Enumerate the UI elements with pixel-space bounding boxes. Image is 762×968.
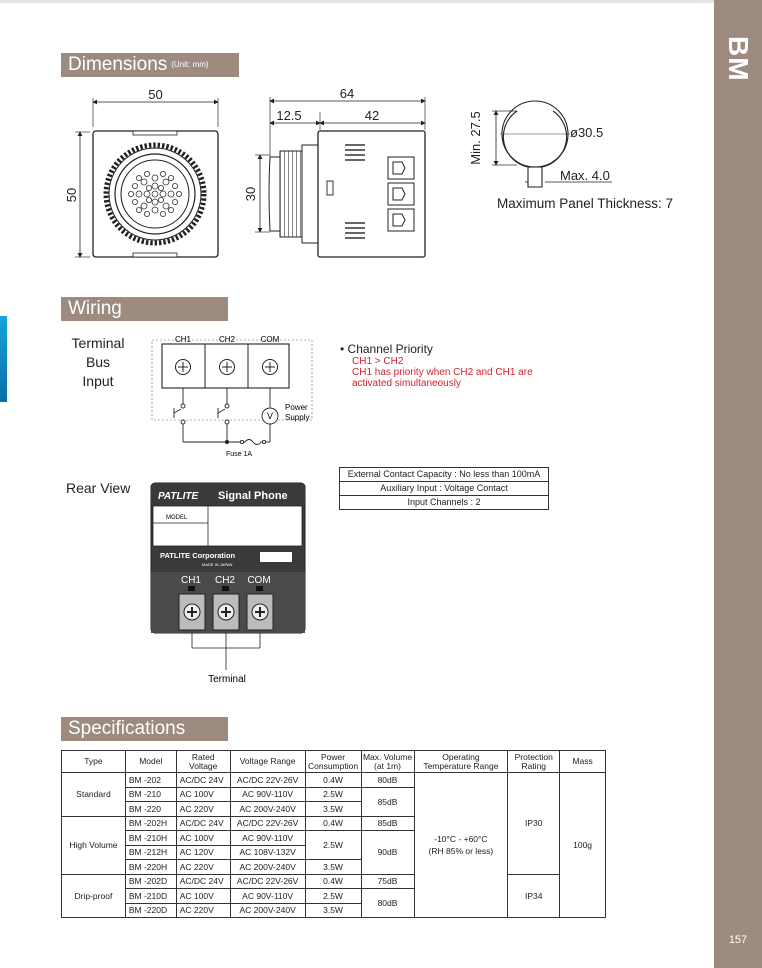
table-cell: 0.4W	[305, 816, 361, 831]
table-cell: BM -210D	[125, 889, 176, 904]
rear-brand: PATLITE	[158, 491, 199, 502]
protection-ip34: IP34	[508, 874, 560, 918]
table-cell: AC 220V	[176, 903, 230, 918]
table-cell: BM -220	[125, 802, 176, 817]
table-cell: BM -212H	[125, 845, 176, 860]
specifications-heading: Specifications	[61, 717, 228, 741]
rear-ch1-label: CH1	[180, 575, 202, 586]
rear-view-drawing	[148, 480, 308, 690]
channel-priority-note: • Channel Priority CH1 > CH2 CH1 has priority when CH2 and CH1 are activated simultaneously	[340, 342, 533, 389]
terminal-bus-input-label: Terminal Bus Input	[71, 335, 125, 389]
table-cell: AC/DC 24V	[176, 773, 230, 788]
panel-thickness-note: Maximum Panel Thickness: 7	[497, 196, 674, 211]
side-view	[243, 86, 425, 257]
table-cell: 0.4W	[305, 773, 361, 788]
panel-cutout	[468, 101, 673, 211]
top-rule	[0, 0, 714, 3]
table-cell: AC 120V	[176, 845, 230, 860]
power-supply-label-2: Supply	[285, 413, 310, 422]
mass-value: 100g	[560, 773, 606, 918]
power-supply-label-1: Power	[285, 403, 308, 412]
dimension-drawings	[0, 85, 710, 280]
specifications-table	[61, 750, 606, 918]
table-cell: 85dB	[361, 816, 414, 831]
table-cell: AC 100V	[176, 787, 230, 802]
panel-diameter-value: ø30.5	[570, 125, 604, 140]
rear-product: Signal Phone	[218, 490, 288, 502]
rear-view-label: Rear View	[66, 480, 131, 496]
table-cell: 80dB	[361, 889, 414, 918]
table-row	[62, 773, 606, 788]
priority-note-line1: CH1 has priority when CH2 and CH1 are	[352, 367, 533, 378]
table-cell: AC 200V-240V	[230, 903, 305, 918]
table-cell: BM -202	[125, 773, 176, 788]
front-view	[64, 87, 218, 257]
side-height-value: 30	[243, 186, 258, 202]
priority-note-line2: activated simultaneously	[352, 378, 461, 389]
table-cell: 2.5W	[305, 889, 361, 904]
table-cell: Protection Rating	[508, 751, 560, 773]
voltmeter-symbol: V	[266, 411, 274, 421]
table-cell: AC/DC 22V-26V	[230, 773, 305, 788]
table-cell: AC 90V-110V	[230, 831, 305, 846]
side-tab-label: BM	[723, 36, 754, 82]
side-front-depth-value: 12.5	[276, 108, 302, 123]
table-cell: AC 200V-240V	[230, 802, 305, 817]
table-cell: Type	[62, 751, 126, 773]
auxiliary-input: Auxiliary Input : Voltage Contact	[340, 482, 549, 496]
table-cell: 2.5W	[305, 787, 361, 802]
protection-ip30: IP30	[508, 773, 560, 875]
table-cell: 3.5W	[305, 860, 361, 875]
panel-min-value: Min. 27.5	[468, 111, 483, 165]
table-cell: BM -202D	[125, 874, 176, 889]
table-cell: AC 220V	[176, 860, 230, 875]
table-cell: AC/DC 24V	[176, 874, 230, 889]
table-cell: BM -202H	[125, 816, 176, 831]
table-cell: 80dB	[361, 773, 414, 788]
contact-spec-table	[339, 467, 549, 510]
contact-capacity: External Contact Capacity : No less than 100mA	[340, 468, 549, 482]
wiring-com-label: COM	[260, 335, 280, 344]
priority-heading: Channel Priority	[347, 342, 433, 356]
table-cell: AC/DC 22V-26V	[230, 874, 305, 889]
front-height-value: 50	[64, 187, 79, 203]
input-channels: Input Channels : 2	[340, 496, 549, 510]
table-cell: AC 100V	[176, 831, 230, 846]
section-index-mark	[0, 316, 7, 402]
table-cell: 0.4W	[305, 874, 361, 889]
table-cell: 3.5W	[305, 903, 361, 918]
type-high-volume: High Volume	[62, 816, 126, 874]
panel-max-value: Max. 4.0	[560, 168, 610, 183]
wiring-heading: Wiring	[61, 297, 228, 321]
table-cell: AC 200V-240V	[230, 860, 305, 875]
table-cell: 75dB	[361, 874, 414, 889]
wiring-diagram	[145, 330, 330, 460]
rear-model-label: MODEL	[166, 515, 188, 521]
fuse-label: Fuse 1A	[225, 451, 253, 458]
table-cell: Model	[125, 751, 176, 773]
table-cell: AC/DC 22V-26V	[230, 816, 305, 831]
table-cell: AC 90V-110V	[230, 889, 305, 904]
table-cell: Operating Temperature Range	[414, 751, 508, 773]
dimensions-heading: Dimensions (Unit: mm)	[61, 53, 239, 77]
rear-made-in: MADE IN JAPAN	[202, 562, 233, 567]
spec-header-row	[62, 751, 606, 773]
temperature-range: -10°C - +60°C (RH 85% or less)	[414, 773, 508, 918]
table-cell: BM -220D	[125, 903, 176, 918]
table-cell: AC 220V	[176, 802, 230, 817]
type-drip-proof: Drip-proof	[62, 874, 126, 918]
table-cell: AC 108V-132V	[230, 845, 305, 860]
table-cell: AC 90V-110V	[230, 787, 305, 802]
wiring-ch1-label: CH1	[174, 335, 192, 344]
table-cell: Voltage Range	[230, 751, 305, 773]
rear-ch2-label: CH2	[214, 575, 236, 586]
table-cell: 3.5W	[305, 802, 361, 817]
table-cell: 2.5W	[305, 831, 361, 860]
table-cell: Mass	[560, 751, 606, 773]
side-body-value: 42	[364, 108, 380, 123]
side-tab-bar	[714, 0, 762, 968]
front-width-value: 50	[148, 87, 163, 102]
rear-corp: PATLITE Corporation	[160, 551, 236, 560]
table-row	[62, 874, 606, 889]
table-cell: 85dB	[361, 787, 414, 816]
priority-order: CH1 > CH2	[352, 356, 404, 367]
side-total-value: 64	[339, 86, 355, 101]
rear-com-label: COM	[247, 575, 271, 586]
table-cell: 90dB	[361, 831, 414, 875]
type-standard: Standard	[62, 773, 126, 817]
table-cell: Max. Volume (at 1m)	[362, 751, 413, 771]
page-number: 157	[728, 934, 748, 946]
table-cell: BM -210	[125, 787, 176, 802]
table-cell: BM -220H	[125, 860, 176, 875]
table-cell: Power Consumption	[305, 751, 361, 773]
wiring-ch2-label: CH2	[218, 335, 236, 344]
table-cell: BM -210H	[125, 831, 176, 846]
table-cell: AC/DC 24V	[176, 816, 230, 831]
rear-terminal-caption: Terminal	[208, 674, 246, 685]
table-cell: Rated Voltage	[176, 751, 230, 773]
table-cell: AC 100V	[176, 889, 230, 904]
